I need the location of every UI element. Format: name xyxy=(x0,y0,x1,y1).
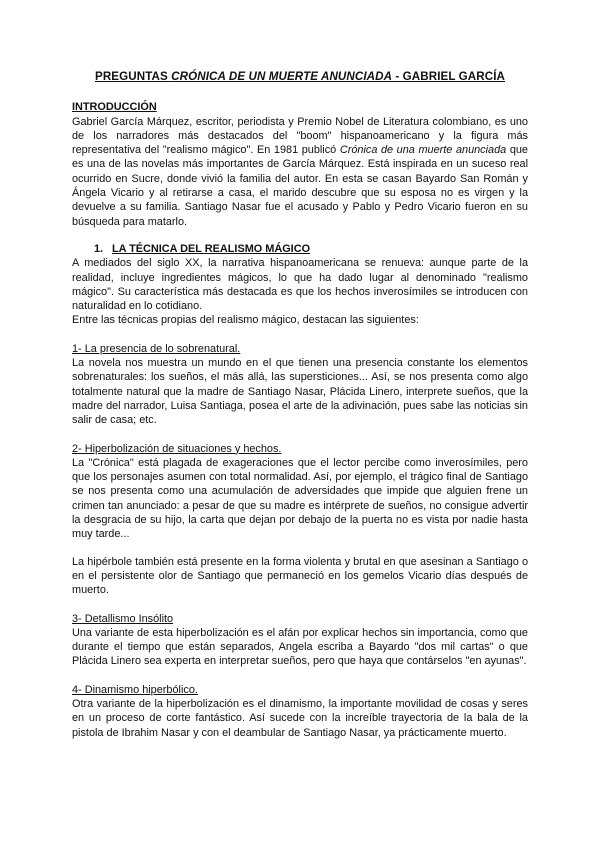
title-work: CRÓNICA DE UN MUERTE ANUNCIADA xyxy=(171,70,393,83)
intro-work-title: Crónica de una muerte anunciada xyxy=(339,144,507,157)
subsection-2-heading: 2- Hiperbolización de situaciones y hechos. xyxy=(72,442,282,455)
section1-heading xyxy=(72,242,528,256)
section1-paragraph-2: Entre las técnicas propias del realismo mágico, destacan las siguientes: xyxy=(72,314,419,327)
intro-text-2: que es una de las novelas más importantes de García Márquez. Está inspirada en un suceso real ocurrido en Sucre, donde vivió la familia del autor. En esta se casan Bayardo San Román y Ángela Vicario y al retirarse a casa, el marido descubre que su esposa no es virgen y la devuelve a su familia. Santiago Nasar fue el acusado y Pablo y Pedro Vicario fueron en su búsqueda para matarlo. xyxy=(72,144,528,228)
subsection-1-paragraph: La novela nos muestra un mundo en el que tienen una presencia constante los elementos sobrenaturales: los sueños, el más allá, las supersticiones... Así, se nos presenta como algo totalmente natural que la madre de Santiago Nasar, Plácida Linero, interprete sueños, que la madre del narrador, Luisa Santiaga, posea el arte de la adivinación, pues sabe las noticias sin salir de casa; etc. xyxy=(72,357,528,427)
subsection-2-paragraph-2: La hipérbole también está presente en la forma violenta y brutal en que asesinan a Santiago o en el persistente olor de Santiago que permaneció en los gemelos Vicario días después de muerto. xyxy=(72,555,528,597)
title-prefix: PREGUNTAS xyxy=(95,70,172,83)
section1-number: 1. xyxy=(94,242,104,255)
intro-paragraph xyxy=(72,115,528,229)
subsection-4-paragraph: Otra variante de la hiperbolización es el dinamismo, la importante movilidad de cosas y seres en un proceso de corte fantástico. Así sucede con la increíble trayectoria de la bala de la pistola de Ibrahim Nasar y con el deambular de Santiago Nasar, ya prácticamente muerto. xyxy=(72,697,528,739)
subsection-1-heading: 1- La presencia de lo sobrenatural. xyxy=(72,342,241,355)
subsection-3-heading: 3- Detallismo Insólito xyxy=(72,612,174,625)
intro-text-1: Gabriel García Márquez, escritor, periodista y Premio Nobel de Literatura colombiano, es uno de los narradores más destacados del "boom" hispanoamericano y la figura más representativa del "realismo mágico". En 1981 publicó xyxy=(72,115,528,157)
subsection-4-heading: 4- Dinamismo hiperbólico. xyxy=(72,683,198,696)
title-suffix: - GABRIEL GARCÍA xyxy=(392,70,505,83)
intro-heading: INTRODUCCIÓN xyxy=(72,101,157,114)
section1-paragraph-1: A mediados del siglo XX, la narrativa hispanoamericana se renueva: aunque parte de la realidad, incluye ingredientes mágicos, lo que ha dado lugar al denominado "realismo mágico". Su característica más destacada es que los hechos inverosímiles se introducen con naturalidad en lo cotidiano. xyxy=(72,257,528,313)
document-title xyxy=(72,70,528,84)
subsection-2-paragraph-1: La "Crónica" está plagada de exageraciones que el lector percibe como inverosímiles, pero que los personajes asumen con total normalidad. Así, por ejemplo, el trágico final de Santiago se nos presenta como una acumulación de adversidades que impide que alguien frene un crimen tan anunciado: a pesar de que su madre es intérprete de sueños, no consigue advertir la desgracia de su hijo, la carta que dejan por debajo de la puerta no es vista por nadie hasta muy tarde... xyxy=(72,456,528,541)
subsection-3-paragraph: Una variante de esta hiperbolización es el afán por explicar hechos sin importancia, como que durante el tiempo que están separados, Angela escriba a Bayardo "dos mil cartas" o que Plácida Linero sea experta en interpretar sueños, pero que haya que contárselos "en ayunas". xyxy=(72,626,528,668)
section1-title: LA TÉCNICA DEL REALISMO MÁGICO xyxy=(112,242,311,255)
